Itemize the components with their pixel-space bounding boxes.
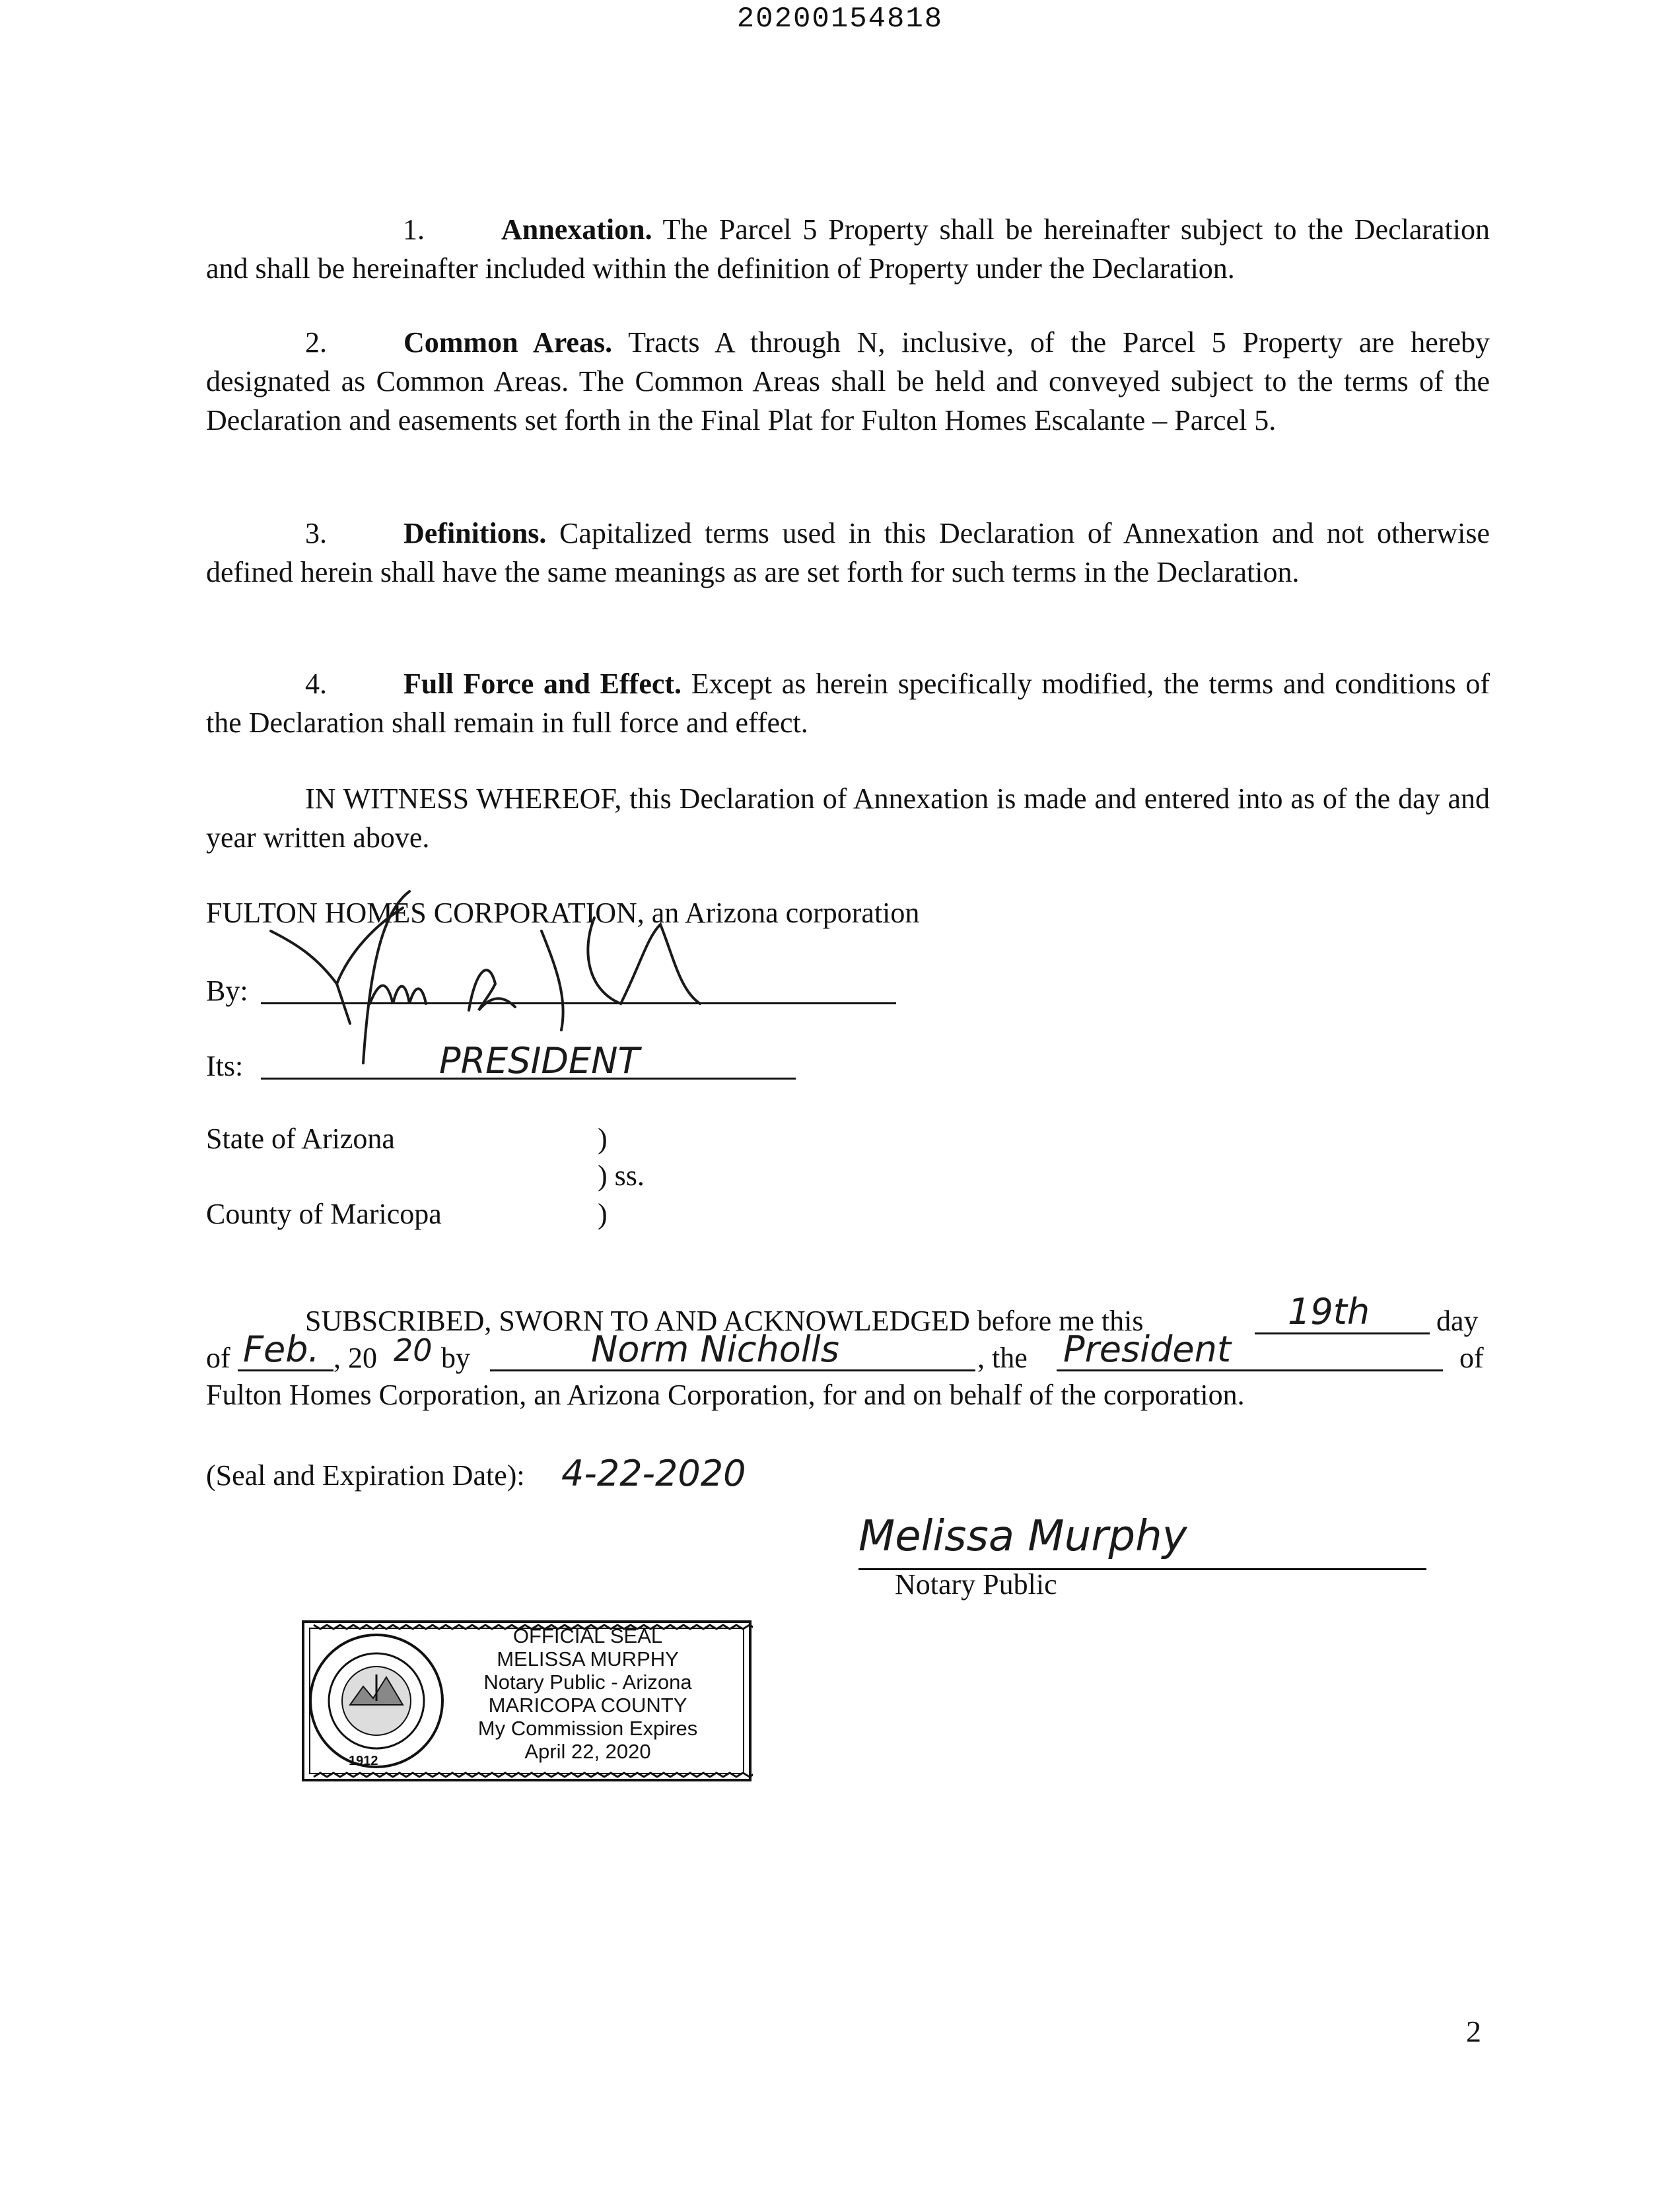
state-label: State of Arizona: [206, 1122, 395, 1155]
venue-paren-open: ): [598, 1122, 608, 1155]
acknowledgment-prefix: SUBSCRIBED, SWORN TO AND ACKNOWLEDGED before me this: [305, 1305, 1144, 1337]
section-number: 2.: [305, 326, 327, 359]
section-common-areas: [206, 323, 1490, 440]
officer-title-handwritten: PRESIDENT: [439, 1040, 640, 1082]
year-prefix: , 20: [333, 1342, 377, 1374]
notary-public-label: Notary Public: [895, 1568, 1057, 1601]
notary-signature: Melissa Murphy: [858, 1512, 1187, 1561]
seal-line: MELISSA MURPHY: [497, 1647, 679, 1671]
day-label: day: [1436, 1305, 1479, 1337]
section-number: 1.: [403, 213, 425, 246]
section-annexation: [206, 210, 1490, 288]
section-number: 4.: [305, 668, 327, 700]
page-number: 2: [1466, 2015, 1481, 2048]
seal-line: Notary Public - Arizona: [483, 1671, 692, 1694]
section-text: Tracts A through N, inclusive, of the Parcel 5 Property are hereby designated as Common Areas. The Common Areas shall be held and conveyed subject to the terms of the Declaration and easements set forth in the Final Plat for Fulton Homes Escalante – Parcel 5.: [206, 326, 1490, 436]
day-handwritten: 19th: [1288, 1291, 1370, 1332]
seal-year: 1912: [349, 1754, 378, 1768]
of-label-2: of: [1459, 1342, 1484, 1374]
section-number: 3.: [305, 517, 327, 549]
day-line: [1255, 1332, 1430, 1334]
venue-paren-close: ): [598, 1198, 608, 1230]
by-label-ack: by: [441, 1342, 470, 1374]
month-handwritten: Feb.: [243, 1328, 320, 1370]
year-handwritten: 20: [394, 1332, 433, 1368]
section-text: Except as herein specifically modified, the terms and conditions of the Declaration shall remain in full force and effect.: [206, 668, 1490, 739]
section-full-force: [206, 664, 1490, 742]
section-title: Full Force and Effect.: [403, 668, 682, 700]
seal-text-block: [439, 1624, 736, 1763]
county-label: County of Maricopa: [206, 1198, 442, 1230]
recording-number: 20200154818: [736, 3, 944, 36]
seal-line: My Commission Expires: [477, 1717, 698, 1740]
section-title: Annexation.: [501, 213, 652, 246]
seal-line: OFFICIAL SEAL: [512, 1624, 663, 1647]
seal-line: April 22, 2020: [524, 1740, 651, 1763]
acknowledgment-line3: Fulton Homes Corporation, an Arizona Corporation, for and on behalf of the corporation.: [206, 1379, 1245, 1411]
section-title: Definitions.: [403, 517, 547, 549]
name-handwritten: Norm Nicholls: [591, 1328, 839, 1370]
seal-line: MARICOPA COUNTY: [488, 1694, 687, 1717]
section-text: The Parcel 5 Property shall be hereinafter subject to the Declaration and shall be hereinafter included within the definition of Property under the Declaration.: [206, 213, 1490, 285]
of-label: of: [206, 1342, 230, 1374]
the-label: , the: [977, 1342, 1028, 1374]
venue-ss: ) ss.: [598, 1159, 645, 1192]
company-name: FULTON HOMES CORPORATION, an Arizona corporation: [206, 897, 920, 929]
expiration-handwritten: 4-22-2020: [561, 1453, 746, 1494]
section-title: Common Areas.: [403, 326, 613, 359]
its-label: Its:: [206, 1050, 244, 1082]
title-handwritten: President: [1063, 1328, 1232, 1370]
section-text: Capitalized terms used in this Declaration of Annexation and not otherwise defined herein shall have the same meanings as are set forth for such terms in the Declaration.: [206, 517, 1490, 588]
by-label: By:: [206, 975, 248, 1007]
witness-clause: IN WITNESS WHEREOF, this Declaration of Annexation is made and entered into as of the day and year written above.: [206, 782, 1490, 854]
section-definitions: [206, 514, 1490, 592]
seal-expiration-label: (Seal and Expiration Date):: [206, 1459, 525, 1492]
